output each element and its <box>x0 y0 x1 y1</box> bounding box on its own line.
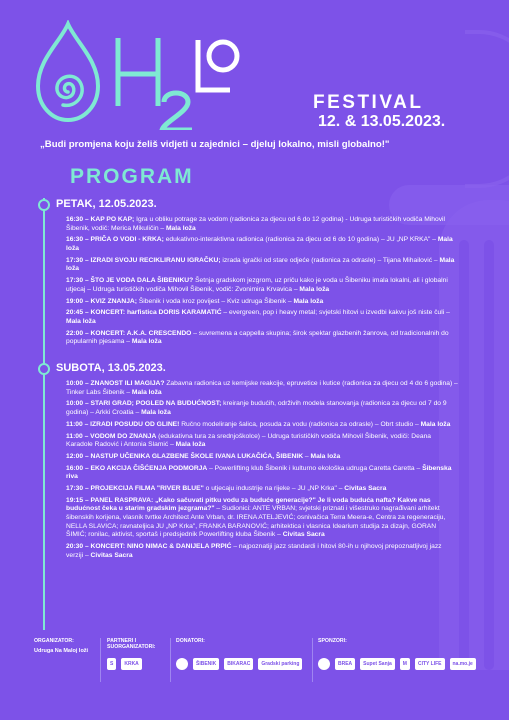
event-description: kreiranje budućih, održivih modela stanovanja (radionica za djecu od 7 do 9 godina) – Arkki Croatia – <box>66 400 447 416</box>
sponsor-logo-citylife: CITY LIFE <box>415 658 445 670</box>
organizer-block <box>34 638 94 655</box>
event-description: edukativno-interaktivna radionica (radionica za djecu od 6 do 10 godina) – JU „NP KRKA" – <box>163 236 438 244</box>
program-event <box>66 421 458 430</box>
festival-dates: 12. & 13.05.2023. <box>318 113 446 130</box>
event-venue: Mala loža <box>66 236 453 252</box>
event-venue: Mala loža <box>131 388 162 396</box>
donors-logos <box>176 658 302 670</box>
partners-label: PARTNERI I SUORGANIZATORI: <box>107 638 156 650</box>
sponsors-block <box>318 638 378 644</box>
organizer-name: Udruga Na Maloj loži <box>34 648 89 654</box>
event-description: o utjecaju industrije na rijeke – JU „NP Krka" – <box>203 485 345 493</box>
program-event <box>66 216 458 233</box>
event-time-title: 11:00 – IZRADI POSUDU OD GLINE! <box>66 420 180 428</box>
event-time-title: 17:30 – IZRADI SVOJU RECIKLIRANU IGRAČKU; <box>66 256 221 264</box>
partner-logo-s: S <box>107 658 116 670</box>
sponsor-logo-namoje: na.mo.je <box>450 658 476 670</box>
sponsor-logo-brea: BREA <box>335 658 355 670</box>
event-time-title: 22:00 – KONCERT: A.K.A. CRESCENDO <box>66 329 192 337</box>
sponsors-logos <box>318 658 476 670</box>
footer-divider <box>100 638 101 682</box>
event-description: – Powerlifting klub Šibenik i kulturno ekološka udruga Caretta Caretta – <box>207 464 423 472</box>
event-venue: Šibenska riva <box>66 464 452 481</box>
program-event <box>66 400 458 417</box>
program-event <box>66 330 458 347</box>
event-venue: Mala loža <box>131 338 162 346</box>
event-time-title: 20:45 – KONCERT: harfistica DORIS KARAMATIĆ <box>66 309 222 317</box>
event-description: Šibenik i voda kroz povijest – Kviz udruga Šibenik – <box>136 297 294 305</box>
festival-title: FESTIVAL <box>313 92 424 113</box>
event-time-title: 16:00 – EKO AKCIJA ČIŠĆENJA PODMORJA <box>66 464 208 472</box>
event-description: (edukativna tura za srednjoškolce) – Udruga turističkih vodiča Mihovil Šibenik, vodiči: Deana Karadole Radović i Antonia Slamić – <box>66 432 432 449</box>
program-event <box>66 309 458 326</box>
event-description: – suvremena a cappella skupina; širok spektar glazbenih žanrova, od tradicionalnih do popularnih pjesama – <box>66 329 449 346</box>
partners-logos <box>107 658 142 670</box>
donor-logo-sibenik: ŠIBENIK <box>193 658 219 670</box>
program-event <box>66 465 458 482</box>
event-description: Igra u obliku potrage za vodom (radionica za djecu od 6 do 12 godina) - Udruga turističkih vodiča Mihovil Šibenik, vodič: Merica Mikuličin – <box>66 216 446 232</box>
day1-events <box>66 216 458 350</box>
event-venue: Mala loža <box>175 441 206 449</box>
program-event <box>66 277 458 294</box>
event-description: – Sudionici: ANTE VRBAN; svjetski priznati i višestruko nagrađivani arhitekt šibenskih korijena, vlasnik tvrtke Architect Ante Vrban, dr. IRENA ATELJEVIĆ; osnivačica Terra Meera-e, Centra za regeneraciju, NELLA SLAVICA; ravnateljica JU „NP Krka", FRANKA BARANOVIĆ; arhitektica i vlasnica Idearium studija za dizajn, GORAN ŠIMIĆ; ronilac, aktivist, sportaš i predsjednik Powerlifting kluba Šibenik – <box>66 505 446 539</box>
event-venue: Civitas Sacra <box>282 531 325 539</box>
program-event <box>66 236 458 253</box>
donor-logo-bikarac: BIKARAC <box>224 658 253 670</box>
program-event <box>66 453 458 462</box>
program-event <box>66 485 458 494</box>
donor-logo <box>176 658 188 670</box>
footer-divider <box>312 638 313 682</box>
sponsor-logo-supet: Supet Sanja <box>360 658 395 670</box>
event-time-title: 19:00 – KVIZ ZNANJA; <box>66 297 137 305</box>
sponsors-label: SPONZORI: <box>318 638 347 644</box>
program-event <box>66 543 458 560</box>
event-time-title: 11:00 – VODOM DO ZNANJA <box>66 432 157 440</box>
event-venue: Mala loža <box>299 285 330 293</box>
event-description: – najpoznatiji jazz standardi i hitovi 80-ih u njihovoj prepoznatljivoj jazz verziji – <box>66 543 442 559</box>
event-venue: Mala loža <box>293 297 324 305</box>
event-time-title: 17:30 – ŠTO JE VODA DALA ŠIBENIKU? <box>66 277 194 285</box>
event-venue: Mala loža <box>141 408 171 416</box>
event-time-title: 12:00 – NASTUP UČENIKA GLAZBENE ŠKOLE IVANA LUKAČIĆA, ŠIBENIK <box>66 452 304 460</box>
program-heading: PROGRAM <box>70 165 194 188</box>
donor-logo-parking: Gradski parking <box>258 658 302 670</box>
event-venue: Mala loža <box>165 224 196 232</box>
event-venue: Mala loža <box>66 256 455 273</box>
donors-label: DONATORI: <box>176 638 205 644</box>
decorative-arc <box>465 30 509 188</box>
event-time-title: 19:15 – PANEL RASPRAVA: „Kako sačuvati pitku vodu za buduće generacije?" Je li voda budućа nafta? Kakve nas budućnost čeka u starim gradskim jezgrama?" <box>66 496 431 513</box>
event-venue: Civitas Sacra <box>90 551 133 559</box>
sponsor-logo-m: M <box>400 658 410 670</box>
partners-block <box>107 638 167 650</box>
program-event <box>66 433 458 450</box>
event-time-title: 16:30 – PRIČA O VODI - KRKA; <box>66 236 164 244</box>
event-description: Šetnja gradskom jezgrom, uz priču kako je voda u Šibeniku imala lokalni, ali i globalni utjecaj – Udruga turističkih vodiča Mihovil Šibenik, vodič: Zvonimira Krvavica – <box>66 277 448 293</box>
partner-logo-krka: KRKA <box>121 658 141 670</box>
timeline-line <box>43 198 45 630</box>
event-venue: Civitas Sacra <box>344 485 387 493</box>
event-time-title: 10:00 – STARI GRAD; POGLED NA BUDUĆNOST; <box>66 400 222 408</box>
program-event <box>66 298 458 307</box>
event-venue: Mala loža <box>420 420 451 428</box>
event-description: Ručno modeliranje šalica, posuda za vodu (radionica za odrasle) – Obrt studio – <box>179 420 421 428</box>
event-description: Zabavna radionica uz kemijske reakcije, epruvetice i kutice (radionica za djecu od 4 do 6 godina) – Tinker Labs Šibenik – <box>66 380 458 396</box>
organizer-label: ORGANIZATOR: <box>34 638 74 644</box>
event-venue: Mala loža <box>66 317 96 325</box>
footer-divider <box>170 638 171 682</box>
event-venue: Mala loža <box>310 452 341 460</box>
sponsor-logo <box>318 658 330 670</box>
quote: „Budi promjena koju želiš vidjeti u zajednici – djeluj lokalno, misli globalno!" <box>40 139 390 150</box>
day2-events <box>66 380 458 563</box>
event-time-title: 16:30 – KAP PO KAP; <box>66 216 135 223</box>
day2-dot <box>38 363 50 375</box>
program-event <box>66 497 458 540</box>
event-description: – <box>303 452 311 460</box>
event-time-title: 10:00 – ZNANOST ILI MAGIJA? <box>66 380 165 387</box>
day2-title: SUBOTA, 13.05.2023. <box>56 362 166 374</box>
event-time-title: 17:30 – PROJEKCIJA FILMA "RIVER BLUE" <box>66 485 204 493</box>
program-event <box>66 380 458 397</box>
day1-title: PETAK, 12.05.2023. <box>56 198 157 210</box>
program-event <box>66 257 458 274</box>
footer <box>0 638 509 720</box>
donors-block <box>176 638 236 644</box>
event-description: – evergreen, pop i heavy metal; svjetski hitovi u izvedbi kakvu još niste čuli – <box>221 309 450 317</box>
event-time-title: 20:30 – KONCERT: NINO NIMAC & DANIJELA PRPIĆ <box>66 543 232 550</box>
event-description: izrada igrački od stare odjeće (radionica za odrasle) – Tijana Mihailović – <box>220 256 440 264</box>
day1-dot <box>38 199 50 211</box>
h2lo-logo <box>30 20 240 130</box>
